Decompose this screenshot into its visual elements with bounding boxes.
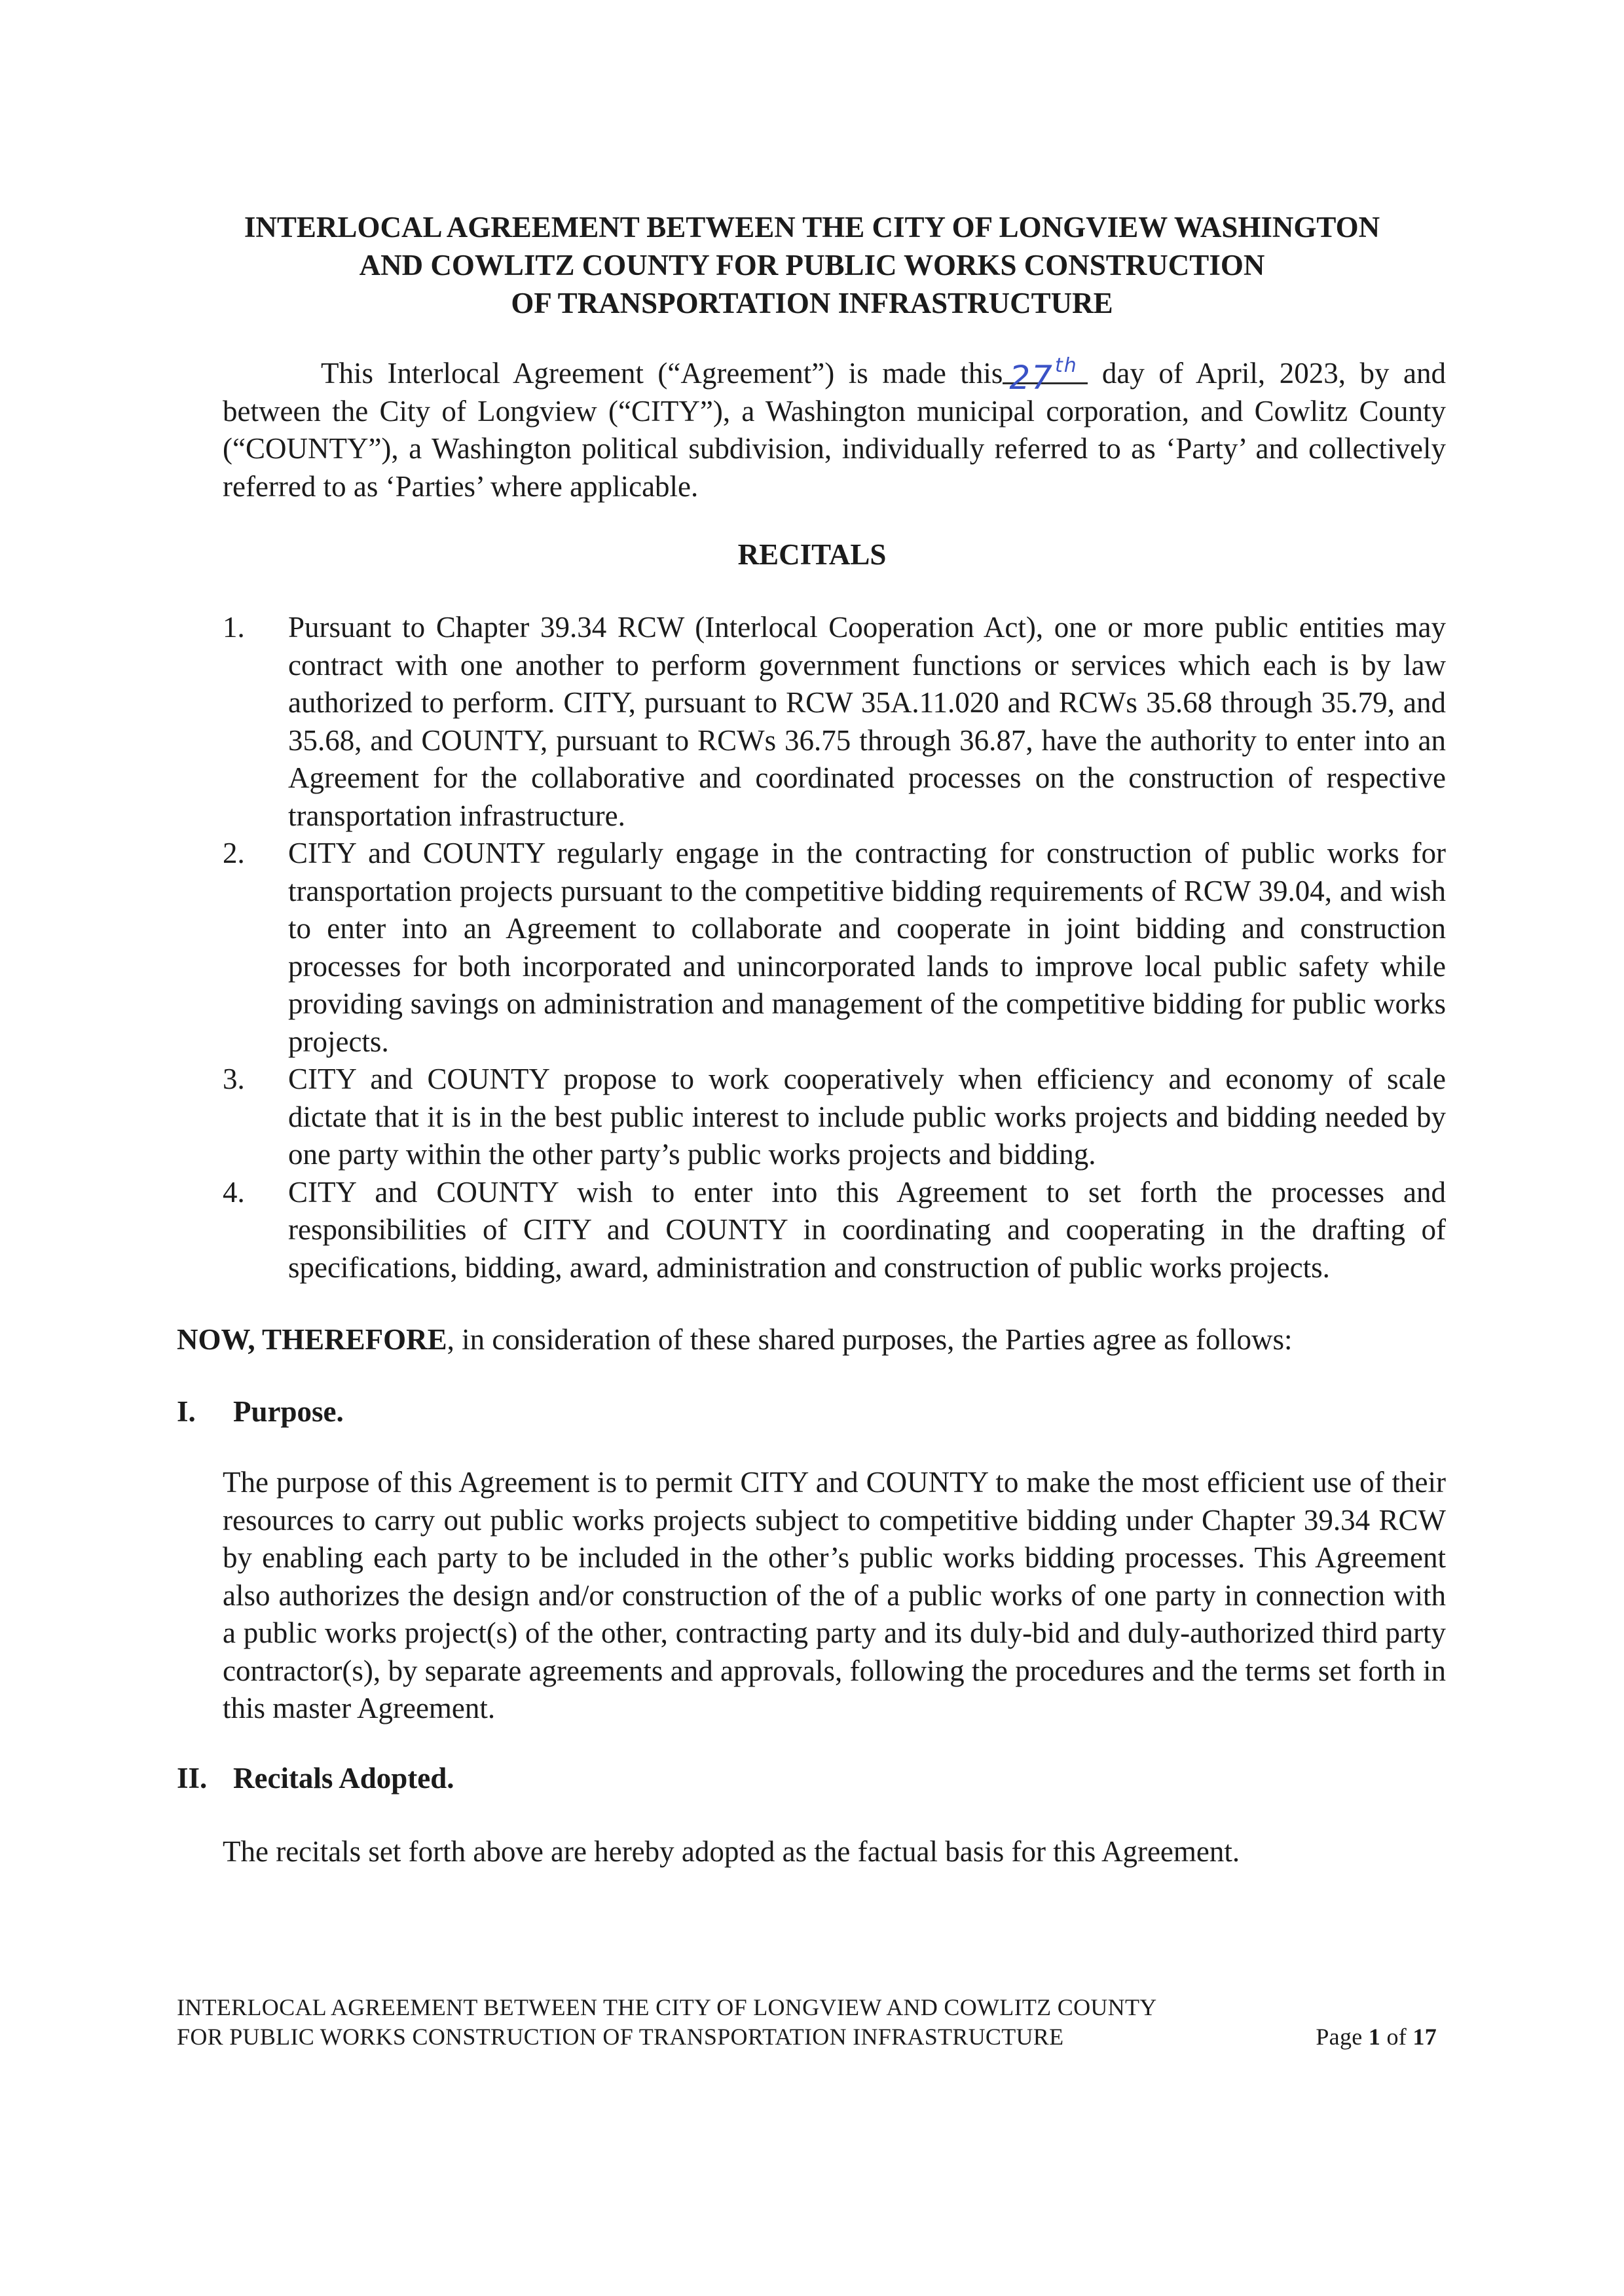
intro-after-blank: day of April, 2023, by and between the City of Longview (“CITY”), a Washington municipal corporation, and Cowlitz County (“COUNTY”), a Washington political subdivision, individually referred to as ‘Party’ and collectively referred to as ‘Parties’ where applicable. [223,357,1447,503]
recital-number: 4. [223,1175,245,1209]
handwritten-day-suffix: th [1054,354,1078,377]
page-of: of [1386,2024,1407,2050]
section-body-recitals-adopted: The recitals set forth above are hereby adopted as the factual basis for this Agreement. [223,1835,1240,1868]
recital-text: CITY and COUNTY propose to work cooperatively when efficiency and economy of scale dictate that it is in the best public interest to include public works projects and bidding needed by one party within the other party’s public works projects and bidding. [288,1063,1446,1171]
section-heading-purpose [177,1393,344,1431]
recitals-list [223,609,1446,1286]
handwritten-day [1009,347,1077,397]
section-number: I. [177,1395,196,1428]
section-title: Purpose. [233,1395,344,1428]
recital-item [223,1174,1446,1287]
recital-item [223,835,1446,1061]
page-current: 1 [1368,2024,1381,2050]
section-heading-recitals-adopted [177,1760,454,1798]
title-line-1: INTERLOCAL AGREEMENT BETWEEN THE CITY OF LONGVIEW WASHINGTON [244,211,1380,244]
recital-item [223,609,1446,835]
intro-before-blank: This Interlocal Agreement (“Agreement”) is made this [321,357,1003,390]
intro-paragraph [223,355,1446,505]
section-number: II. [177,1762,208,1795]
recital-number: 1. [223,611,245,644]
recital-text: CITY and COUNTY wish to enter into this Agreement to set forth the processes and responsibilities of CITY and COUNTY in coordinating and cooperating in the drafting of specifications, bidding, award, administration and construction of public works projects. [288,1175,1446,1284]
now-therefore-paragraph [177,1321,1446,1359]
footer-line-1: INTERLOCAL AGREEMENT BETWEEN THE CITY OF LONGVIEW AND COWLITZ COUNTY [177,1994,1157,2020]
now-therefore-lead: NOW, THEREFORE [177,1323,447,1356]
recitals-heading: RECITALS [737,538,887,571]
now-therefore-text: , in consideration of these shared purposes, the Parties agree as follows: [447,1323,1293,1356]
handwritten-day-number: 27 [1009,359,1054,397]
title-line-3: OF TRANSPORTATION INFRASTRUCTURE [511,287,1113,319]
section-title: Recitals Adopted. [233,1762,454,1795]
footer-line-2: FOR PUBLIC WORKS CONSTRUCTION OF TRANSPORTATION INFRASTRUCTURE [177,2024,1064,2050]
page-footer [177,1993,1447,2052]
title-line-2: AND COWLITZ COUNTY FOR PUBLIC WORKS CONSTRUCTION [359,249,1265,282]
recital-item [223,1061,1446,1174]
handwritten-day-blank [1003,354,1088,397]
document-title [164,208,1460,322]
page-total: 17 [1412,2024,1437,2050]
page-number [1316,2022,1437,2052]
recital-number: 2. [223,837,245,869]
section-body-purpose: The purpose of this Agreement is to permit CITY and COUNTY to make the most efficient use of their resources to carry out public works projects subject to competitive bidding under Chapter 39.34 RCW by enabling each party to be included in the other’s public works bidding processes. This Agreement also authorizes the design and/or construction of the of a public works of one party in connection with a public works project(s) of the other, contracting party and its duly-bid and duly-authorized third party contractor(s), by separate agreements and approvals, following the procedures and the terms set forth in this master Agreement. [223,1466,1446,1724]
page-label: Page [1316,2024,1363,2050]
recital-number: 3. [223,1063,245,1095]
recital-text: Pursuant to Chapter 39.34 RCW (Interlocal Cooperation Act), one or more public entities may contract with one another to perform government functions or services which each is by law authorized to perform. CITY, pursuant to RCW 35A.11.020 and RCWs 35.68 through 35.79, and 35.68, and COUNTY, pursuant to RCWs 36.75 through 36.87, have the authority to enter into an Agreement for the collaborative and coordinated processes on the construction of respective transportation infrastructure. [288,611,1446,832]
recital-text: CITY and COUNTY regularly engage in the contracting for construction of public works for transportation projects pursuant to the competitive bidding requirements of RCW 39.04, and wish to enter into an Agreement to collaborate and cooperate in joint bidding and construction processes for both incorporated and unincorporated lands to improve local public safety while providing savings on administration and management of the competitive bidding for public works projects. [288,837,1446,1058]
